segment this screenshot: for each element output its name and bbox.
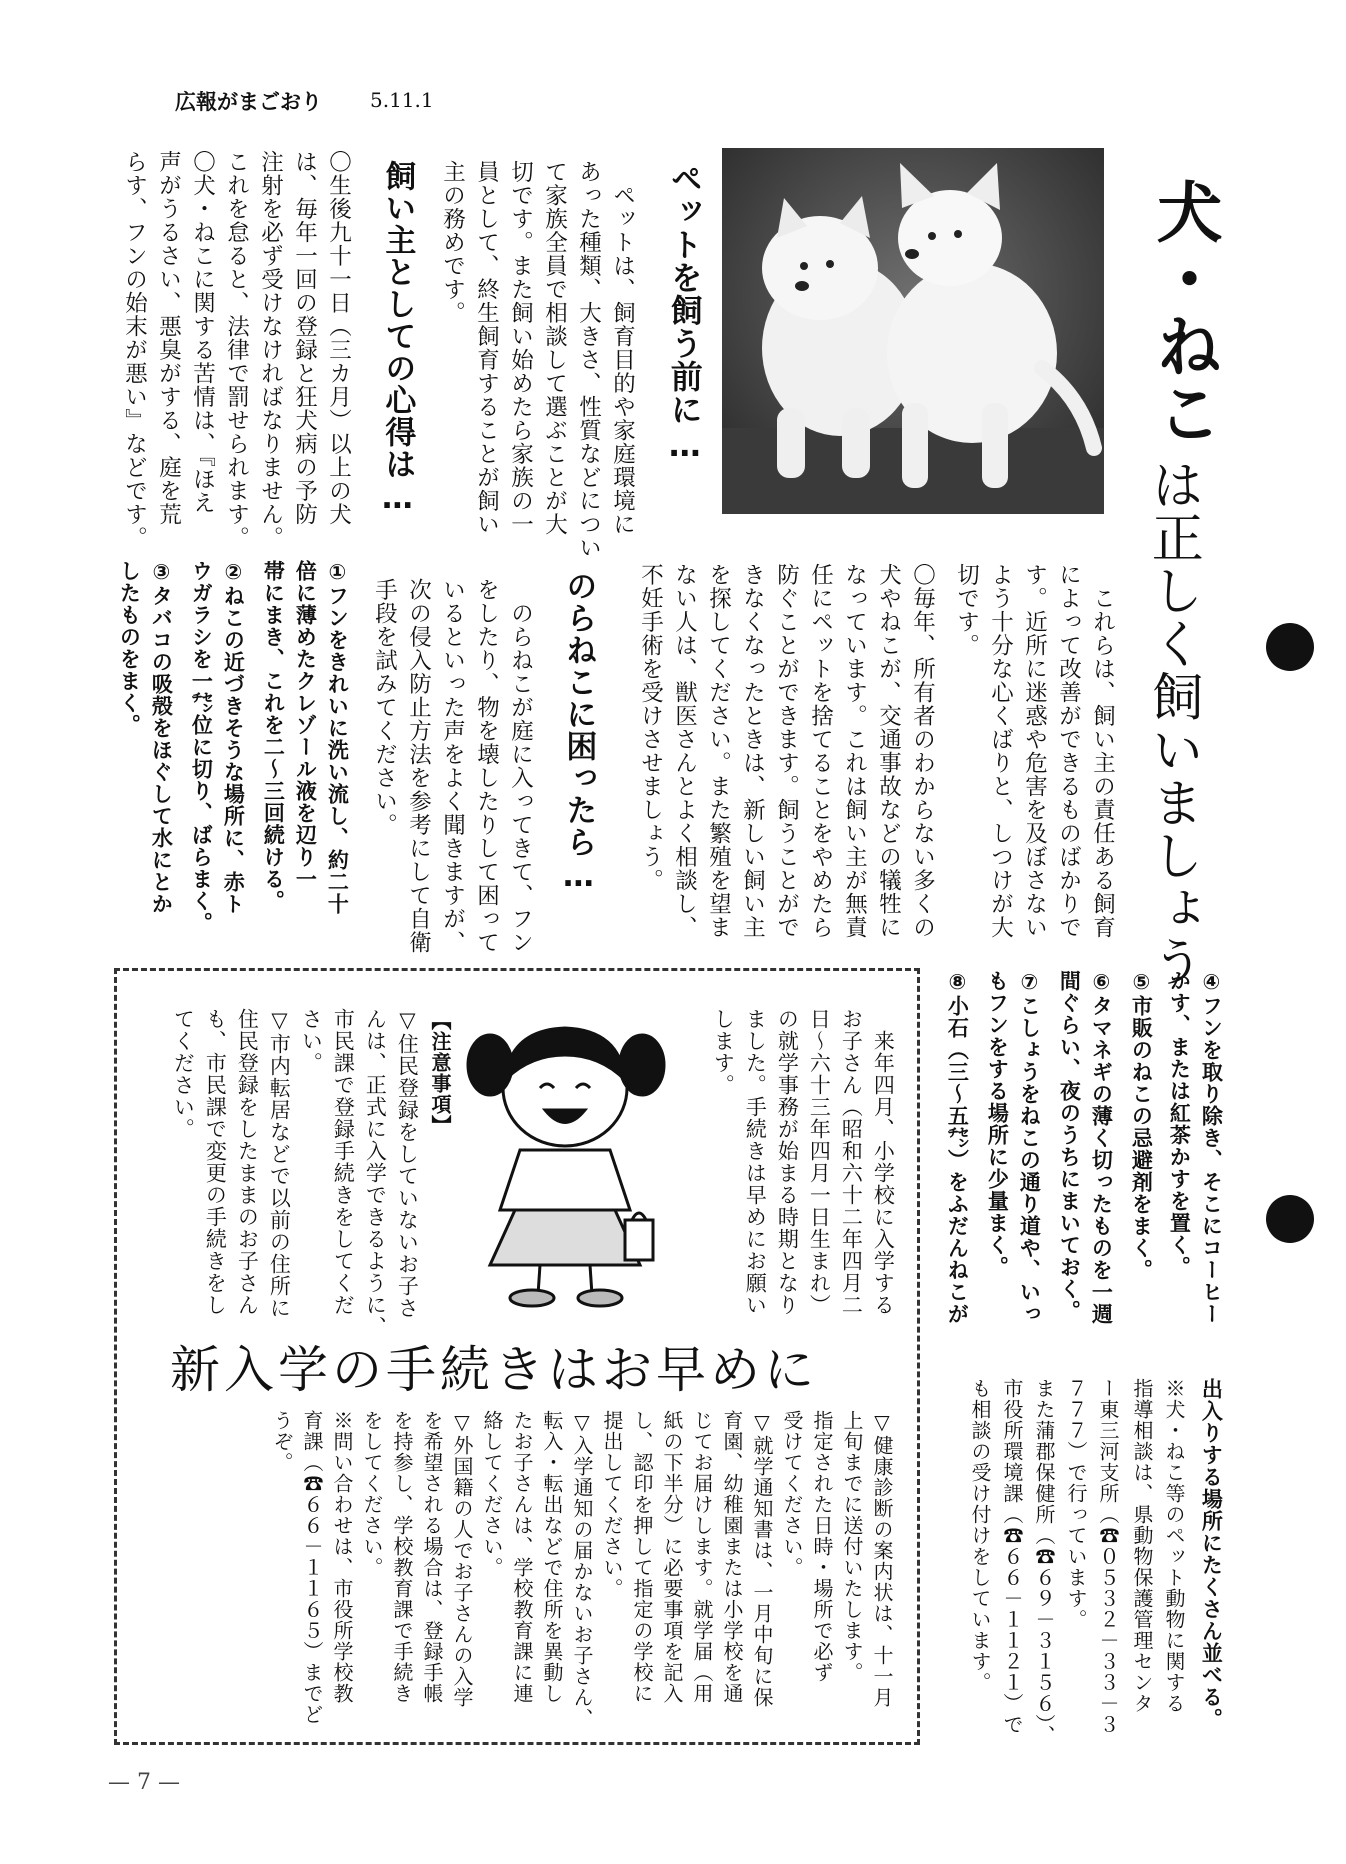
text-line: 育課（☎６６－１１６５）までど: [300, 1410, 324, 1725]
text-line: を希望される場合は、登録手帳: [420, 1410, 444, 1704]
text-line: らす、フンの始末が悪い』などです。: [121, 150, 148, 550]
method-item: ⑥タマネギの薄く切ったものを一週: [1089, 970, 1114, 1325]
method-item: ⑤市販のねこの忌避剤をまく。: [1129, 970, 1154, 1281]
text-line: 紙の下半分）に必要事項を記入: [660, 1410, 684, 1704]
method-item: ③タバコの吸殻をほぐして水にとか: [149, 560, 174, 915]
text-line: 任にペットを捨てることをやめたら: [807, 563, 834, 939]
text-line: の就学事務が始まる時期となり: [775, 1008, 800, 1316]
text-line: ペットは、飼育目的や家庭環境に: [609, 160, 636, 536]
text-line: ※問い合わせは、市役所学校教: [330, 1410, 354, 1704]
text-line: 〇毎年、所有者のわからない多くの: [909, 563, 936, 939]
text-line: 次の侵入防止方法を参考にして自衛: [405, 578, 432, 954]
text-line: を探してください。また繁殖を望ま: [705, 563, 732, 939]
title-main: 犬・ねこ: [1145, 178, 1222, 446]
text-line: いるといった声をよく聞きますが、: [439, 578, 466, 954]
text-line: 育園、幼稚園または小学校を通: [720, 1410, 744, 1704]
method-item: 出入りする場所にたくさん並べる。: [1199, 1378, 1224, 1730]
text-line: 〇犬・ねこに関する苦情は、『ほえ: [189, 150, 216, 515]
schoolgirl-illustration: [460, 1010, 675, 1310]
text-line: てください。: [171, 1008, 196, 1140]
text-line: 不妊手術を受けさせましょう。: [637, 563, 664, 892]
text-line: ※犬・ねこ等のペット動物に関する: [1162, 1378, 1186, 1714]
text-line: 声がうるさい、悪臭がする、庭を荒: [155, 150, 182, 526]
method-item: かす、または紅茶かすを置く。: [1167, 970, 1192, 1278]
text-line: によって改善ができるものばかりで: [1055, 563, 1082, 939]
issue-date: 5.11.1: [370, 88, 434, 112]
text-line: て家族全員で相談して選ぶことが大: [541, 160, 568, 536]
method-item: ウガラシを一㌢位に切り、ばらまく。: [189, 560, 214, 934]
text-line: なっています。これは飼い主が無責: [841, 563, 868, 939]
text-line: んは、正式に入学できるように、: [363, 1008, 388, 1338]
text-line: さい。: [299, 1008, 324, 1074]
text-line: 受けてください。: [780, 1410, 804, 1578]
text-line: 注射を必ず受けなければなりません。: [257, 150, 284, 550]
method-item: 倍に薄めたクレゾール液を辺り一: [293, 560, 318, 890]
text-line: のらねこが庭に入ってきて、フン: [507, 578, 534, 954]
text-line: あった種類、大きさ、性質などについ: [575, 160, 602, 560]
method-item: ①フンをきれいに洗い流し、約二十: [325, 560, 350, 915]
text-line: は、毎年一回の登録と狂犬病の予防: [291, 150, 318, 526]
text-line: をしてください。: [360, 1410, 384, 1578]
text-line: きなくなったときは、新しい飼い主: [739, 563, 766, 939]
method-item: ②ねこの近づきそうな場所に、赤ト: [221, 560, 246, 915]
text-line: 絡してください。: [480, 1410, 504, 1578]
page-number: — 7 —: [108, 1770, 180, 1795]
enrollment-title: 新入学の手続きはお早めに: [170, 1341, 818, 1399]
text-line: よう十分な心くばりと、しつけが大: [987, 563, 1014, 939]
text-line: ▽入学通知の届かないお子さん、: [570, 1410, 594, 1729]
text-line: し、認印を押して指定の学校に: [630, 1410, 654, 1704]
text-line: 員として、終生飼育することが飼い: [473, 160, 500, 536]
text-line: ない人は、獣医さんとよく相談し、: [671, 563, 698, 939]
punch-hole-dot: [1266, 623, 1314, 671]
notice-heading: 【注意事項】: [428, 1010, 452, 1136]
punch-hole-dot: [1266, 1195, 1314, 1243]
method-item: ④フンを取り除き、そこにコーヒー: [1199, 970, 1224, 1325]
text-line: 上旬までに送付いたします。: [840, 1410, 864, 1683]
text-line: します。: [711, 1008, 736, 1096]
text-line: ▽住民登録をしていないお子さ: [395, 1008, 420, 1319]
text-line: も、市民課で変更の手続きをし: [203, 1008, 228, 1316]
heading-pet-before: ペットを飼う前に…: [665, 162, 704, 465]
heading-stray: のらねこに困ったら…: [560, 570, 597, 895]
text-line: ▽就学通知書は、一月中旬に保: [750, 1410, 774, 1708]
heading-owner: 飼い主としての心得は…: [379, 160, 416, 517]
text-line: 〇生後九十一日（三カ月）以上の犬: [325, 150, 352, 526]
text-line: うぞ。: [270, 1410, 294, 1473]
text-line: を持参し、学校教育課で手続き: [390, 1410, 414, 1704]
text-line: 主の務めです。: [439, 160, 466, 325]
text-line: 転入・転出などで住所を異動し: [540, 1410, 564, 1704]
text-line: 切です。: [953, 563, 980, 657]
puppies-photo: [722, 148, 1104, 514]
text-line: また蒲郡保健所（☎６９－３１５６）、: [1032, 1378, 1056, 1746]
text-line: ー東三河支所（☎０５３２－３３－３: [1096, 1378, 1120, 1735]
text-line: 住民登録をしたままのお子さん: [235, 1008, 260, 1316]
text-line: ▽市内転居などで以前の住所に: [267, 1008, 292, 1319]
method-item: ⑦こしょうをねこの通り道や、いっ: [1017, 970, 1042, 1325]
text-line: ました。手続きは早めにお願い: [743, 1008, 768, 1316]
text-line: 指定された日時・場所で必ず: [810, 1410, 834, 1683]
text-line: たお子さんは、学校教育課に連: [510, 1410, 534, 1704]
title-rest: は正しく飼いましょう: [1142, 458, 1203, 988]
text-line: 市役所環境課（☎６６－１１２１）で: [1000, 1378, 1024, 1735]
text-line: お子さん（昭和六十二年四月二: [839, 1008, 864, 1316]
text-line: 手段を試みてください。: [371, 578, 398, 837]
text-line: じてお届けします。就学届（用: [690, 1410, 714, 1704]
method-item: もフンをする場所に少量まく。: [985, 970, 1010, 1278]
text-line: これらは、飼い主の責任ある飼育: [1089, 563, 1116, 939]
text-line: 指導相談は、県動物保護管理センタ: [1130, 1378, 1154, 1714]
text-line: 防ぐことができます。飼うことがで: [773, 563, 800, 939]
text-line: 切です。また飼い始めたら家族の一: [507, 160, 534, 536]
text-line: す。近所に迷惑や危害を及ぼさない: [1021, 563, 1048, 939]
method-item: したものをまく。: [117, 560, 142, 736]
text-line: 日～六十三年四月一日生まれ）: [807, 1008, 832, 1316]
text-line: ▽健康診断の案内状は、十一月: [870, 1410, 894, 1708]
text-line: これを怠ると、法律で罰せられます。: [223, 150, 250, 550]
method-item: 間ぐらい、夜のうちにまいておく。: [1057, 970, 1082, 1322]
text-line: 来年四月、小学校に入学する: [871, 1008, 896, 1316]
text-line: も相談の受け付けをしています。: [968, 1378, 992, 1693]
publication-name: 広報がまごおり: [175, 90, 322, 114]
text-line: 市民課で登録手続きをしてくだ: [331, 1008, 356, 1316]
text-line: ７７７）で行っています。: [1064, 1378, 1088, 1630]
text-line: ▽外国籍の人でお子さんの入学: [450, 1410, 474, 1708]
method-item: ⑧小石（三～五㌢）をふだんねこが: [945, 970, 970, 1325]
method-item: 帯にまき、これを二～三回続ける。: [261, 560, 286, 912]
text-line: 提出してください。: [600, 1410, 624, 1599]
text-line: をしたり、物を壊したりして困って: [473, 578, 500, 954]
text-line: 犬やねこが、交通事故などの犠牲に: [875, 563, 902, 939]
